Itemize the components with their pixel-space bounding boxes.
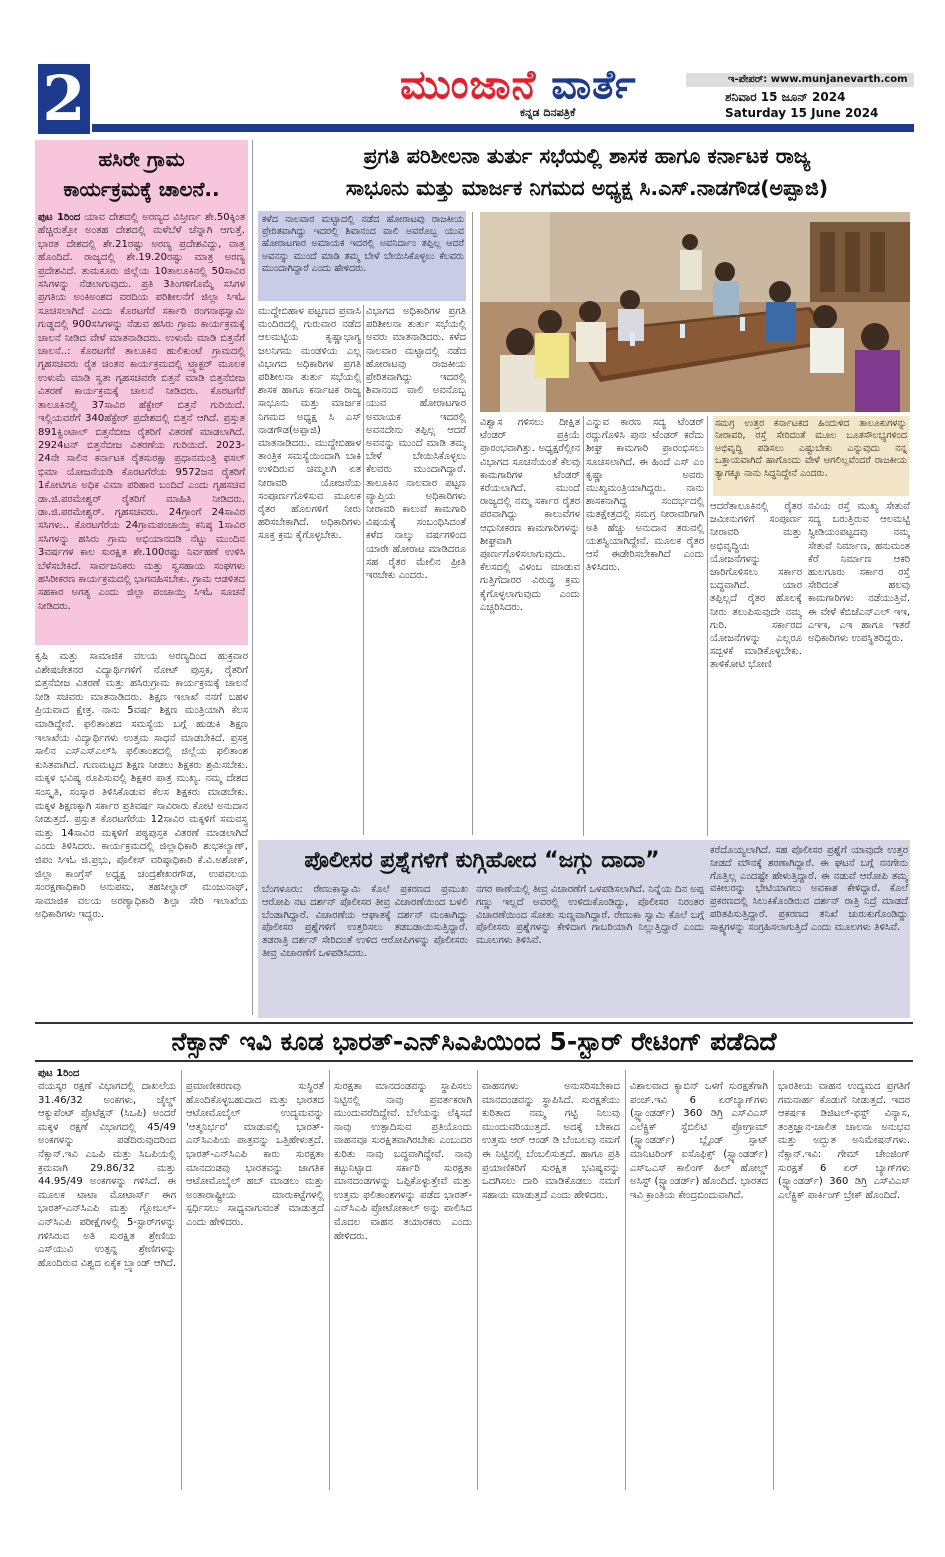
headline-line-1: ಪ್ರಗತಿ ಪರಿಶೀಲನಾ ತುರ್ತು ಸಭೆಯಲ್ಲಿ ಶಾಸಕ ಹಾಗೂ ಕರ್ನಾಟಕ ರಾಜ್ಯ — [363, 144, 811, 168]
epaper-url[interactable]: ಇ-ಪೇಪರ್: www.munjanevarth.com — [686, 73, 914, 87]
meeting-photo-illustration — [480, 212, 910, 412]
police-column-1: ಬೆಂಗಳೂರು: ರೇಣುಕಾಸ್ವಾಮಿ ಕೊಲೆ ಪ್ರಕರಣದ ಪ್ರಮುಖ ಆರೋಪಿ ನಟ ದರ್ಶನ್ ಪೊಲೀಸರ ತೀವ್ರ ವಿಚಾರಣೆಯಿಂದ ಬಳಲಿ ಬೆಂಡಾಗಿದ್ದಾರೆ. ವಿಚಾರಣೆಯ ಆಘಾತಕ್ಕೆ ದರ್ಶನ್ ಮಂಕಾಗಿದ್ದು ಪೊಲೀಸರ ಪ್ರಶ್ನೆಗಳಿಗೆ ಉತ್ತರಿಸಲು ತಡಬಡಾಯಿಸುತ್ತಿದ್ದಾರೆ. ತಡರಾತ್ರಿ ದರ್ಶನ್ ಸೇರಿದಂತೆ ಉಳಿದ ಆರೋಪಿಗಳನ್ನು ಪೊಲೀಸರು ತೀವ್ರ ವಿಚಾರಣೆಗೆ ಒಳಪಡಿಸಿದರು. — [262, 884, 468, 959]
article-dateline: ಪುಟ 1ರಿಂದ — [38, 212, 81, 223]
photo-caption: ಸಮಗ್ರ ಉತ್ತರ ಕರ್ನಾಟಕದ ಹಿಂದುಳಿದ ತಾಲೂಕುಗಳನ್ನು ನೀರಾವರಿ, ರಸ್ತೆ ಸೇರಿದಂತೆ ಮೂಲ ಬೂತಸೌಲಭ್ಯಗಳಿಂದ ಅಭಿವೃದ್ಧಿ ಪಡಿಸಲು ಎಷ್ಟುಬೇಕು ಎನ್ನುವುದು ನನ್ನ ಒತ್ತಾಯವಾಗಿದೆ ಹಾಗೊಂದು ವೇಳೆ ಆಗಲಿಲ್ಲವೆಂದರೆ ರಾಜಕೀಯ ತ್ಯಾಗಕ್ಕೂ ನಾನು ಸಿದ್ಧನಿದ್ದೇನೆ ಎಂದರು. — [715, 418, 907, 479]
column-divider — [583, 416, 584, 836]
column-divider — [472, 212, 473, 835]
nexon-column-6: ಭಾರತೀಯ ವಾಹನ ಉದ್ಯಮದ ಪ್ರಗತಿಗೆ ಗಮನಾರ್ಹ ಕೊಡುಗೆ ನೀಡುತ್ತದೆ. ಇದರ ಆಕರ್ಷಕ ಡಿಜಿಟಲ್-ಫಸ್ಟ್ ವಿನ್ಯಾಸ, ತಂತ್ರಜ್ಞಾನ-ಚಾಲಿತ ಚಾಲನಾ ಅನುಭವ ಮತ್ತು ಅದ್ಭುತ ಅನಿಮೇಷನ್‌ಗಳು. ನೆಕ್ಸಾನ್.ಇವಿ: ಗೇಮ್ ಚೇಂಜಿಂಗ್ ಸುರಕ್ಷತೆ 6 ಏರ್ ಬ್ಯಾಗ್‌ಗಳು (ಸ್ಟ್ಯಾಂಡರ್ಡ್) 360 ಡಿಗ್ರಿ ಎಸ್‌ವಿಎಸ್ ಎಲೆಕ್ಟ್ರಿಕ್ ಪಾರ್ಕಿಂಗ್ ಬ್ರೇಕ್ ಹೊಂದಿದೆ. — [778, 1081, 910, 1201]
column-divider — [625, 1070, 626, 1490]
nexon-column-3: ಸುರಕ್ಷತಾ ಮಾನದಂಡವನ್ನು ಸ್ಥಾಪಿಸಲು ನಿಟ್ಟಿನಲ್ಲಿ ನಾವು ಪ್ರವರ್ತಕರಾಗಿ ಮುಂದುವರೆದಿದ್ದೇವೆ. ಬೆಲೆಯನ್ನು ಲೆಕ್ಕಿಸದೆ ನಾವು ಉತ್ಪಾದಿಸುವ ಪ್ರತಿಯೊಂದು ವಾಹನವೂ ಸುರಕ್ಷಿತವಾಗಿರಬೇಕು ಎಂಬುದರ ಕುರಿತು ನಾವು ಬದ್ಧವಾಗಿದ್ದೇವೆ. ನಾವು ಕಟ್ಟುನಿಟ್ಟಾದ ಸರ್ಕಾರಿ ಸುರಕ್ಷತಾ ಮಾನದಂಡಗಳನ್ನು ಒಪ್ಪಿಕೊಳ್ಳುತ್ತೇವೆ ಮತ್ತು ಉತ್ತಮ ಫಲಿತಾಂಶಗಳನ್ನು ಪಡೆದ ಭಾರತ್-ಎನ್‌ಸಿಎಪಿ ಪ್ರೋಟೋಕಾಲ್ ಅನ್ನು ಪಾಲಿಸಿದ ಮೊದಲ ವಾಹನ ತಯಾರಕರು ಎಂದು ಹೇಳಿದರು. — [334, 1081, 472, 1242]
column-divider — [329, 1070, 330, 1490]
meeting-photo — [480, 212, 910, 412]
nexon-headline: ನೆಕ್ಸಾನ್ ಇವಿ ಕೂಡ ಭಾರತ್-ಎನ್‌ಸಿಎಪಿಯಿಂದ 5-ಸ್ಟಾರ್ ರೇಟಿಂಗ್ ಪಡೆದಿದೆ — [171, 1027, 777, 1056]
issue-date-kannada: ಶನಿವಾರ 15 ಜೂನ್ 2024 — [725, 90, 846, 104]
headline-line-2: ಕಾರ್ಯಕ್ರಮಕ್ಕೆ ಚಾಲನೆ.. — [63, 177, 220, 201]
column-divider — [707, 416, 708, 836]
meeting-column-1: ಮುದ್ದೇಬಿಹಾಳ ಪಟ್ಟಣದ ಪ್ರವಾಸಿ ಮಂದಿರದಲ್ಲಿ ಗುರುವಾರ ನಡೆದ ಆಲಮಟ್ಟಿಯ ಕೃಷ್ಣಾಭಾಗ್ಯ ಜಲನಿಗಮ ಮಂಡಳಿಯ ಎಲ್ಲ ವಿಭಾಗದ ಅಧಿಕಾರಿಗಳ ಪ್ರಗತಿ ಪರಿಶೀಲನಾ ತುರ್ತು ಸಭೆಯಲ್ಲಿ ಶಾಸಕ ಹಾಗೂ ಕರ್ನಾಟಕ ರಾಜ್ಯ ಸಾಭೂನು ಮತ್ತು ಮಾರ್ಜಕ ನಿಗಮದ ಅಧ್ಯಕ್ಷ ಸಿ ಎಸ್ ನಾಡಗೌಡ(ಅಪ್ಪಾಜಿ) ಮಾತನಾಡಿದರು. ಮುದ್ದೇಬಿಹಾಳ ತಾಂತ್ರಿಕ ಸಮಸ್ಯೆಯಿಂದಾಗಿ ಬಾಕಿ ಉಳಿದಿರುವ ಚಿಮ್ಮಲಗಿ ಏತ ನೀರಾವರಿ ಯೋಜನೆಯ ಸಂಪೂರ್ಣಗೊಳಿಸುವ ಮೂಲಕ ರೈತರ ಹೊಲಗಳಿಗೆ ನೀರು ಹರಿಸಬೇಕಾಗಿದೆ. ಅಧಿಕಾರಿಗಳು ಸೂಕ್ತ ಕ್ರಮ ಕೈಗೊಳ್ಳಬೇಕು. — [258, 306, 361, 542]
logo-word-1: ಮುಂಜಾನೆ — [400, 62, 537, 108]
police-column-3: ಕರೆದೊಯ್ಯಲಾಗಿದೆ. ಸಹ ಪೊಲೀಸರ ಪ್ರಶ್ನೆಗೆ ಯಾವುದೇ ಉತ್ತರ ನೀಡದೆ ಮೌನಕ್ಕೆ ಶರಣಾಗಿದ್ದಾರೆ. ಈ ಘಟನೆ ಬಗ್ಗೆ ನನಗೇನು ಗೊತ್ತಿಲ್ಲ ಎಂದಷ್ಟೇ ಹೇಳುತ್ತಿದ್ದಾರೆ. ಈ ನಡುವೆ ಆರೋಪಿ ತಮ್ಮ ವಕೀಲರನ್ನು ಭೇಟಿಯಾಗಲು ಅವಕಾಶ ಕೇಳಿದ್ದಾರೆ. ಕೊಲೆ ಪ್ರಕರಣದಲ್ಲಿ ಸಿಲುಕಿಕೊಂಡಿರುವ ದರ್ಶನ್ ರಾತ್ರಿ ನಿದ್ರೆ ಮಾಡದೆ ಪರಿತಪಿಸುತ್ತಿದ್ದಾರೆ. ಪ್ರಕರಣದ ತನಿಖೆ ಚುರುಕುಗೊಂಡಿದ್ದು ಸಾಕ್ಷ್ಯಗಳನ್ನು ಸಂಗ್ರಹಿಸಲಾಗುತ್ತಿದೆ ಎಂದು ಮೂಲಗಳು ತಿಳಿಸಿವೆ. — [710, 845, 908, 933]
green-village-headline — [38, 144, 245, 204]
meeting-column-4: ಎನ್ನುವ ಕಾರಣ ಸದ್ಯ ಟೆಂಡರ್ ರದ್ದುಗೊಳಿಸಿ ಪುನಃ ಟೆಂಡರ್ ಕರೆದು ಶೀಘ್ರ ಕಾಮಗಾರಿ ಪ್ರಾರಂಭಿಸಲು ಸೂಚಿಸಲಾಗಿದೆ. ಈ ಹಿಂದೆ ಎಸ್ ಎಂ ಕೃಷ್ಣಾ ಅವರು ಮುಖ್ಯಮಂತ್ರಿಯಾಗಿದ್ದರು. ನಾನು ಶಾಸಕನಾಗಿದ್ದ ಸಂದರ್ಭದಲ್ಲಿ ಮತಕ್ಷೇತ್ರದಲ್ಲಿ ಸಮಗ್ರ ನೀರಾವರಿಗಾಗಿ ಅತಿ ಹೆಚ್ಚು ಅನುದಾನ ತರುವಲ್ಲಿ ಯಶಸ್ವಿಯಾಗಿದ್ದೇನೆ. ಮೂಲಕ ರೈತರ ಆಸೆ ಈಡೇರಿಸಬೇಕಾಗಿದೆ ಎಂದು ತಿಳಿಸಿದರು. — [586, 417, 704, 574]
nexon-column-5: ವಿಶಾಲವಾದ ಕ್ಯಾಬಿನ್ ಒಳಗೆ ಸುರಕ್ಷತೆಗಾಗಿ ಪಂಚ್.ಇವಿ 6 ಏರ್‌ಬ್ಯಾಗ್‌ಗಳು (ಸ್ಟ್ಯಾಂಡರ್ಡ್) 360 ಡಿಗ್ರಿ ಎಸ್‌ವಿಎಸ್ ಎಲೆಕ್ಟ್ರಿಕ್ ಸ್ಟೆಬಿಲಿಟಿ ಪ್ರೋಗ್ರಾಮ್ (ಸ್ಟ್ಯಾಂಡರ್ಡ್) ಬ್ಲೈಂಡ್ ಸ್ಪಾಟ್ ಮಾನಿಟರಿಂಗ್ ಐಸೊಫಿಕ್ಸ್ (ಸ್ಟ್ಯಾಂಡರ್ಡ್) ಎಸ್‌ಒಎಸ್ ಕಾಲಿಂಗ್ ಹಿಲ್ ಹೋಲ್ಡ್ ಅಸಿಸ್ಟ್ (ಸ್ಟ್ಯಾಂಡರ್ಡ್) ಹೊಂದಿದೆ. ಭಾರತದ ಇವಿ ಕ್ರಾಂತಿಯ ಕೇಂದ್ರಬಿಂದುವಾಗಿದೆ. — [630, 1081, 768, 1201]
issue-date-english: Saturday 15 June 2024 — [725, 106, 879, 120]
nexon-column-2: ಪ್ರಮಾಣೀಕರಣವು ಸುಸ್ಥಿರತೆ ಹೊಂದಿಕೊಳ್ಳಬಹುದಾದ ಮತ್ತು ಭಾರತದ ಆಟೋಮೊಬೈಲ್ ಉದ್ಯಮವನ್ನು 'ಆತ್ಮನಿರ್ಭರ' ಮಾಡುವಲ್ಲಿ ಭಾರತ್-ಎನ್‌ಸಿಎಪಿಯ ಪಾತ್ರವನ್ನು ಒತ್ತಿಹೇಳುತ್ತದೆ. ಭಾರತ್-ಎನ್‌ಸಿಎಪಿ ಕಾರು ಸುರಕ್ಷತಾ ಮಾನದಂಡವು ಭಾರತವನ್ನು ಜಾಗತಿಕ ಆಟೋಮೊಬೈಲ್ ಹಬ್ ಮಾಡಲು ಮತ್ತು ಅಂತಾರಾಷ್ಟ್ರೀಯ ಮಾರುಕಟ್ಟೆಗಳಲ್ಲಿ ಸ್ಪರ್ಧಿಸಲು ಸಾಧ್ಯವಾಗುವಂತೆ ಮಾಡುತ್ತದೆ ಎಂದು ಹೇಳಿದರು. — [186, 1081, 324, 1228]
column-divider — [252, 140, 253, 1015]
newspaper-logo — [400, 62, 660, 108]
meeting-column-3: ವಿಶ್ವಾಸ ಗಳಿಸಲು ದೀಕ್ಷಿತ ಟೆಂಡರ್ ಪ್ರಕ್ರಿಯೆ ಪ್ರಾರಂಭವಾಗಿತ್ತು. ಅಧ್ಯಕ್ಷರೆಲ್ಲೀನ ವಿಭಾಗದ ಸೂಚನೆಯಂತೆ ಕೆಲವು ಕಾಮಗಾರಿಗಳ ಟೆಂಡರ್ ಕರೆಯಲಾಗಿದೆ. ಮುಂದೆ ರಾಜ್ಯದಲ್ಲಿ ನಮ್ಮ ಸರ್ಕಾರ ರೈತರ ಪರವಾಗಿದ್ದು ಕಾಲುವೆಗಳ ಆಧುನೀಕರಣ ಕಾಮಗಾರಿಗಳನ್ನು ಶೀಘ್ರವಾಗಿ ಪೂರ್ಣಗೊಳಿಸಲಾಗುವುದು. ಕೆಲಸದಲ್ಲಿ ವಿಳಂಬ ಮಾಡುವ ಗುತ್ತಿಗೆದಾರರ ವಿರುದ್ಧ ಕ್ರಮ ಕೈಗೊಳ್ಳಲಾಗುವುದು ಎಂದು ಎಚ್ಚರಿಸಿದರು. — [480, 417, 580, 613]
nexon-column-1: ವಯಸ್ಕರ ರಕ್ಷಣೆ ವಿಭಾಗದಲ್ಲಿ ದಾಖಲೆಯ 31.46/32 ಅಂಕಗಳು, ಚೈಲ್ಡ್ ಆಕ್ಯುಪೆಂಟ್ ಪ್ರೊಟೆಕ್ಷನ್ (ಸಿಒಪಿ) ಅಂದರೆ ಮಕ್ಕಳ ರಕ್ಷಣೆ ವಿಭಾಗದಲ್ಲಿ 45/49 ಅಂಕಗಳನ್ನು ಪಡೆದಿರುವುದರಿಂದ ನೆಕ್ಸಾನ್.ಇವಿ ಎಒಪಿ ಮತ್ತು ಸಿಒಪಿಯಲ್ಲಿ ಕ್ರಮವಾಗಿ 29.86/32 ಮತ್ತು 44.95/49 ಅಂಕಗಳನ್ನು ಗಳಿಸಿದೆ. ಈ ಮೂಲಕ ಟಾಟಾ ಮೋಟಾರ್ಸ್ ಈಗ ಭಾರತ್-ಎನ್‌ಸಿಎಪಿ ಮತ್ತು ಗ್ಲೋಬಲ್-ಎನ್‌ಸಿಎಪಿ ಪರೀಕ್ಷೆಗಳಲ್ಲಿ 5-ಸ್ಟಾರ್‌ಗಳನ್ನು ಗಳಿಸಿರುವ ಅತಿ ಸುರಕ್ಷಿತ ಶ್ರೇಣಿಯ ಎಸ್‌ಯುವಿ ಉತ್ಪನ್ನ ಶ್ರೇಣಿಗಳನ್ನು ಹೊಂದಿರುವ ವಿಶ್ವದ ಏಕೈಕ ಬ್ರ್ಯಾಂಡ್ ಆಗಿದೆ. — [38, 1081, 176, 1269]
paper-tagline: ಕನ್ನಡ ದಿನಪತ್ರಿಕೆ — [520, 106, 576, 119]
column-divider — [477, 1070, 478, 1490]
meeting-headline — [262, 140, 912, 204]
police-column-2: ನಗರ ಠಾಣೆಯಲ್ಲಿ ತೀವ್ರ ವಿಚಾರಣೆಗೆ ಒಳಪಡಿಸಲಾಗಿದೆ. ನಿನ್ನೆಯ ದಿನ ಅಪ್ಪ ಗಣ್ಣು ಇಲ್ಲದೆ ಅವರಲ್ಲಿ ಉಳಿದುಕೊಂಡಿದ್ದು, ಪೊಲೀಸರ ನಿರಂತರ ವಿಚಾರಣೆಯಿಂದ ಸೋತು ಸುಣ್ಣವಾಗಿದ್ದಾರೆ. ರೇಣುಕಾ ಸ್ವಾಮಿ ಕೊಲೆ ಬಗ್ಗೆ ಪೊಲೀಸರು ಪ್ರಶ್ನೆಗಳನ್ನು ಕೇಳಿದಾಗ ಗಾಬರಿಯಾಗಿ ನಿಲ್ಲುತ್ತಿದ್ದಾರೆ ಎಂದು ಮೂಲಗಳು ತಿಳಿಸಿವೆ. — [476, 884, 704, 947]
article-text: ಯಾವ ದೇಶದಲ್ಲಿ ಅರಣ್ಯದ ವಿಸ್ತೀರ್ಣ ಶೇ.50ಕ್ಕಿಂತ ಹೆಚ್ಚಿರುತ್ತೋ ಅಂತಹ ದೇಶದಲ್ಲಿ ಮಳೆಬೆಳೆ ಚೆನ್ನಾಗಿ ಆಗುತ್ತೆ. ಭಾರತ ದೇಶದಲ್ಲಿ ಶೇ.21ರಷ್ಟು ಅರಣ್ಯ ಪ್ರದೇಶವಿದ್ದು, ವಾತ್ತ ಹೊಂದಿದೆ. ರಾಜ್ಯದಲ್ಲಿ ಶೇ.19.20ರಷ್ಟು ಮಾತ್ರ ಅರಣ್ಯ ಪ್ರದೇಶವಿದೆ. ತುಮಕೂರು ಜಿಲ್ಲೆಯ 10ತಾಲೂಕಿನಲ್ಲಿ 50ಸಾವಿರ ಸಸಿಗಳನ್ನು ನೆಡಲಾಗುವುದು. ಪ್ರತಿ 3ತಿಂಗಳಿಗೊಮ್ಮೆ ಸಸಿಗಳ ಪ್ರಗತಿಯ ಅಂಕಿಅಂಶದ ವರದಿಯ ಪರಿಶೀಲನೆಗೆ ಜಿಲ್ಲಾ ಸಿಇಓ ಸೂಚಿಸಲಾಗಿದೆ ಎಂದು ಕೊರಟಗೆರೆ ಸರ್ಕಾರಿ ರಂಗನಾಥಸ್ವಾಮಿ ಗುಡ್ಡದಲ್ಲಿ 900ಸಸಿಗಳನ್ನು ನೆಡುವ ಹಸಿರು ಗ್ರಾಮ ಕಾರ್ಯಕ್ರಮಕ್ಕೆ ಚಾಲನೆ ನೀಡಿದ ವೇಳೆ ಮಾತನಾಡಿದರು. ಉಳುಮೆ ಮಾಡಿ ಬಿತ್ತನೆಗೆ ಚಾಲನೆ..: ಕೊರಟಗೆರೆ ತಾಲೂಕಿನ ಹುಲಿಕುಂಟೆ ಗ್ರಾಮದಲ್ಲಿ ಗೃಹಸಚಿವರು ರೈತ ಚಿಂತನ ಕಾರ್ಯಕ್ರಮದಲ್ಲಿ ಟ್ರ್ಯಾಕ್ಟರ್ ಮೂಲಕ ಉಳುಮೆ ಮಾಡಿ ಸ್ವತಃ ಗೃಹಸಚಿವರೇ ಬಿತ್ತನೆ ಮಾಡಿ ಬಿತ್ತನೆಬೀಜ ವಿತರಣೆ ಕಾರ್ಯಕ್ರಮಕ್ಕೆ ಚಾಲನೆ ನೀಡಿದರು. ಕೊರಟಗೆರೆ ತಾಲೂಕಿನಲ್ಲಿ 37ಸಾವಿರ ಹೆಕ್ಟೇರ್ ಬಿತ್ತನೆ ಗುರಿಯಿದೆ. ಇಲ್ಲಿಯವರೆಗೆ 340ಹೆಕ್ಟೇರ್ ಪ್ರದೇಶದಲ್ಲಿ ಬಿತ್ತನೆ ಆಗಿದೆ. ಪ್ರಸ್ತುತ 891ಕ್ವಿಂಟಾಲ್ ಬಿತ್ತನೆಬೀಜ ರೈತರಿಗೆ ವಿತರಣೆ ಮಾಡಲಾಗಿದೆ. 2924ಟನ್ ಬಿತ್ತನೆಬೀಜ ವಿತರಣೆಯ ಗುರಿಯಿದೆ. 2023-24ನೇ ಸಾಲಿನ ಕರ್ನಾಟಕ ರೈತಸುರಕ್ಷಾ ಪ್ರಧಾನಮಂತ್ರಿ ಫಸಲ್ ಭಿಮಾ ಯೋಜನೆಯಡಿ ಕೊರಟಗೆರೆಯ 9572ಜನ ರೈತರಿಗೆ 1ಕೋಟಿಗೂ ಅಧಿಕ ವಿಮಾ ಪರಿಹಾರ ಬಂದಿದೆ ಎಂದು ಗೃಹಸಚಿವ ಡಾ.ಜಿ.ಪರಮೇಶ್ವರ್ ರೈತರಿಗೆ ಮಾಹಿತಿ ನೀಡಿದರು. ಡಾ.ಜಿ.ಪರಮೇಶ್ವರ್. ಗೃಹಸಚಿವರು. 24ಗ್ರಾಂಗೆ 24ಸಾವಿರ ಸಸಿಗಳು.. ಕೊರಟಗೆರೆಯ 24ಗ್ರಾಮಪಂಚಾಯ್ತಿ ಕನಿಷ್ಠ 1ಸಾವಿರ ಸಸಿಗಳನ್ನು ಹಸಿರು ಗ್ರಾಮ ಅಭಿಯಾನದಡಿ ನೆಟ್ಟು ಮುಂದಿನ 3ವರ್ಷಗಳ ಕಾಲ ಸುರಕ್ಷಿತ ಶೇ.100ರಷ್ಟು ನಿರ್ವಹಣೆ ಉಳಿಸಿ ಬೆಳೆಸಬೇಕಿದೆ. ಸಾರ್ವಜನಿಕರು ಮತ್ತು ಸ್ವಸಹಾಯ ಸಂಘಗಳು ಹಸಿರೀಕರಣ ಕಾರ್ಯಕ್ರಮದಲ್ಲಿ ಭಾಗವಹಿಸಬೇಕು. ಗ್ರಾಮ ಆಡಳಿತದ ಸಹಕಾರ ಅಗತ್ಯ ಎಂದು ಜಿಲ್ಲಾ ಪಂಚಾಯ್ತಿ ಸಿಇಓ ಸೂಚನೆ ನೀಡಿದರು. — [38, 212, 245, 612]
meeting-column-6: ನವಿಯ ರಸ್ತೆ ಮುಖ್ಯ ಸೇತುವೆ ಸದ್ಯ ಬರುತ್ತಿರುವ ಆಲಮಟ್ಟಿ ಸ್ವೀಡಿಯಂಪಟ್ಟದವು ನಮ್ಮ ಸೇತುವೆ ನಿರ್ಮಾಣ, ಹನುಮಂತ ಕೆರೆ ನಿರ್ಮಾಣ ಆಕರಿ ಹುಲಗೂರು ಸರ್ಕಾರ ರಸ್ತೆ ಸೇರಿದಂತೆ ಹಲವು ಕಾಮಗಾರಿಗಳು ನಡೆಯುತ್ತಿವೆ. ಈ ವೇಳೆ ಕೆಬಿಜೆಎನ್‌ಎಲ್ ಇಇ, ಎಇಇ, ಎಇ ಹಾಗೂ ಇತರೆ ಅಧಿಕಾರಿಗಳು ಉಪಸ್ಥಿತರಿದ್ದರು. — [808, 501, 910, 645]
police-headline: ಪೊಲೀಸರ ಪ್ರಶ್ನೆಗಳಿಗೆ ಕುಗ್ಗಿಹೋದ “ಜಗ್ಗು ದಾದಾ” — [304, 848, 660, 873]
meeting-column-5: ಆದರೆತಾಲೂಕಿನಲ್ಲಿ ರೈತರ ಜಮೀನುಗಳಿಗೆ ಸಂಪೂರ್ಣ ನೀರಾವರಿ ಮತ್ತು ಅಭಿವೃದ್ಧಿಯ ಯೋಜನೆಗಳನ್ನು ಜಾರಿಗೊಳಿಸಲು ಸರ್ಕಾರ ಬದ್ಧವಾಗಿದೆ. ಯಾರ ತಪ್ಪಿಲ್ಲದೆ ರೈತರ ಹೊಲಕ್ಕೆ ನೀರು ತಲುಪಿಸುವುದೇ ನಮ್ಮ ಗುರಿ. ಸರ್ಕಾರದ ಯೋಜನೆಗಳನ್ನು ಎಲ್ಲರೂ ಸದ್ಬಳಕೆ ಮಾಡಿಕೊಳ್ಳಬೇಕು. ತಾಳಿಕೋಟಿ ಭೋಣಿ — [710, 501, 802, 671]
logo-word-2: ವಾರ್ತೆ — [551, 62, 637, 108]
page-number: 2 — [38, 64, 90, 134]
column-divider — [363, 305, 364, 835]
meeting-column-2: ವಿಭಾಗದ ಅಧಿಕಾರಿಗಳ ಪ್ರಗತಿ ಪರಿಶೀಲನಾ ತುರ್ತು ಸಭೆಯಲ್ಲಿ ಅವರು ಮಾತನಾಡಿದರು. ಕಳೆದ ನಾಲವಾರ ಮಟ್ಟಾದಲ್ಲಿ ನಡೆದ ಹೋರಾಟವು ರಾಜಕೀಯ ಪ್ರೇರಿತವಾಗಿದ್ದು ಇದರಲ್ಲಿ ಶಿವಾನಂದ ವಾಲಿ ಅವನೊಬ್ಬ ಯುವ ಹೋರಾಟಗಾರ ಅಮಾಯಕ ಇದರಲ್ಲಿ ಅವನದೇನು ತಪ್ಪಿಲ್ಲ ಆದರೆ ಅವನನ್ನು ಮುಂದೆ ಮಾಡಿ ತಮ್ಮ ಬೇಳೆ ಬೇಯಿಸಿಕೊಳ್ಳಲು ಕೆಲವರು ಮುಂದಾಗಿದ್ದಾರೆ. ತಾಲೂಕಿನ ನಾಲವಾರ ಪಟ್ಟಣ ವ್ಯಾಪ್ತಿಯ ಅಧಿಕಾರಿಗಳು ನೀರಾವರಿ ಕಾಲುವೆ ಕಾಮಗಾರಿ ವಿಷಯಕ್ಕೆ ಸಂಬಂಧಿಸಿದಂತೆ ಕಳೆದ ನಾಲ್ಕು ವರ್ಷಗಳಿಂದ ಯಾರೇ ಹೋರಾಟ ಮಾಡಿದರೂ ಸಹ ರೈತರ ಮೇಲಿನ ಪ್ರೀತಿ ಇರಬೇಕು ಎಂದರು. — [366, 306, 466, 582]
masthead-rule — [92, 124, 914, 132]
education-article-body: ಕೃಷಿ ಮತ್ತು ಸಾಮಾಜಿಕ ವಲಯ ಅರಣ್ಯದಿಂದ ಹುಕ್ರವಾರ ವಿಶೇಷಚೇತನರ ವಿದ್ಯಾರ್ಥಿಗಳಿಗೆ ನೋಟ್ ಪುಸ್ತಕ, ರೈತರಿಗೆ ಬಿತ್ತನೆಬೀಜ ವಿತರಣೆ ಮತ್ತು ಹಸಿರುಗ್ರಾಮ ಕಾರ್ಯಕ್ರಮಕ್ಕೆ ಚಾಲನೆ ನೀಡಿ ಸಚಿವರು ಮಾತನಾಡಿದರು. ಶಿಕ್ಷಣ ಇಲಾಖೆ ನನಗೆ ಬಹಳ ಪ್ರಿಯವಾದ ಕ್ಷೇತ್ರ. ನಾನು 5ವರ್ಷ ಶಿಕ್ಷಣ ಮಂತ್ರಿಯಾಗಿ ಕೆಲಸ ಮಾಡಿದ್ದೇನೆ. ಫಲಿತಾಂಶದ ಸಮಸ್ಯೆಯ ಬಗ್ಗೆ ಹುಡುಕಿ ಶಿಕ್ಷಣ ಇಲಾಖೆಯ ವಿದ್ಯಾರ್ಥಿಗಳು ಉತ್ತಮ ಸಾಧನೆ ಮಾಡಬೇಕಿದೆ. ಪ್ರಸಕ್ತ ಸಾಲಿನ ಎಸ್ಎಸ್ಎಲ್‌ಸಿ ಫಲಿತಾಂಶದಲ್ಲಿ ಜಿಲ್ಲೆಯ ಫಲಿತಾಂಶ ಕುಸಿತವಾಗಿದೆ. ಗುಣಮಟ್ಟದ ಶಿಕ್ಷಣ ನೀಡಲು ಶಿಕ್ಷಕರು ಶ್ರಮಿಸಬೇಕು. ಮಕ್ಕಳ ಭವಿಷ್ಯ ರೂಪಿಸುವಲ್ಲಿ ಶಿಕ್ಷಕರ ಪಾತ್ರ ಮುಖ್ಯ. ನಮ್ಮ ದೇಶದ ಸಂಸ್ಕೃತಿ, ಸಂಸ್ಕಾರ ತಿಳಿಸಿಕೊಡುವ ಕೆಲಸ ಶಿಕ್ಷಕರು ಮಾಡಬೇಕು. ಮಕ್ಕಳ ಶಿಕ್ಷಣಕ್ಕಾಗಿ ಸರ್ಕಾರ ಪ್ರತಿವರ್ಷ ಸಾವಿರಾರು ಕೋಟಿ ಅನುದಾನ ನೀಡುತ್ತದೆ. ಪ್ರಸ್ತುತ ಕೊರಟಗೆರೆಯ 12ಸಾವಿರ ಮಕ್ಕಳಿಗೆ ಸಮವಸ್ತ್ರ ಮತ್ತು 14ಸಾವಿರ ಮಕ್ಕಳಿಗೆ ಪಠ್ಯಪುಸ್ತಕ ವಿತರಣೆ ಮಾಡಲಾಗಿದೆ ಎಂದು ತಿಳಿಸಿದರು. ಕಾರ್ಯಕ್ರಮದಲ್ಲಿ ಜಿಲ್ಲಾಧಿಕಾರಿ ಶುಭಕಲ್ಯಾಣ್, ಜಿಪಂ ಸಿಇಓ ಜಿ.ಪ್ರಭು, ಪೊಲೀಸ್ ವರಿಷ್ಠಾಧಿಕಾರಿ ಕೆ.ವಿ.ಅಶೋಕ್, ಜಿಲ್ಲಾ ಕಾಂಗ್ರೆಸ್ ಅಧ್ಯಕ್ಷ ಚಂದ್ರಶೇಖರಗೌಡ, ಉಪವಲಯ ಸಂರಕ್ಷಣಾಧಿಕಾರಿ ಅನುಪಮ, ತಹಸೀಲ್ದಾರ್ ಮಂಜುನಾಥ್, ಸಾಮಾಜಿಕ ವಲಯ ಅರಣ್ಯಾಧಿಕಾರಿ ಶಿಲ್ಪಾ ಸೇರಿ ಇಲಾಖೆಯ ಅಧಿಕಾರಿಗಳು ಇದ್ದರು. — [35, 651, 248, 921]
green-village-body — [38, 211, 245, 641]
column-divider — [773, 1070, 774, 1490]
nexon-column-4: ವಾಹನಗಳು ಅನುಸರಿಸಬೇಕಾದ ಮಾನದಂಡವನ್ನು ಸ್ಥಾಪಿಸಿದೆ. ಸುರಕ್ಷತೆಯು ಕುರಿತಾದ ನಮ್ಮ ಗಟ್ಟಿ ನಿಲುವು ಮುಂದುವರಿಯುತ್ತದೆ. ಅದಕ್ಕೆ ಬೇಕಾದ ಉತ್ತಮ ಆರ್ ಆಂಡ್ ಡಿ ಬೆಂಬಲವು ನಮಗೆ ಈ ನಿಟ್ಟಿನಲ್ಲಿ ಬೆಂಬಲಿಸುತ್ತದೆ. ಹಾಗೂ ಪ್ರತಿ ಪ್ರಯಾಣಿಕರಿಗೆ ಸುರಕ್ಷಿತ ಭವಿಷ್ಯವನ್ನು ಒದಗಿಸಲು ದಾರಿ ಮಾಡಿಕೊಡಲು ನಮಗೆ ಸಹಾಯ ಮಾಡುತ್ತದೆ ಎಂದು ಹೇಳಿದರು. — [482, 1081, 620, 1201]
article-dateline: ಪುಟ 1ರಿಂದ — [38, 1068, 80, 1079]
headline-line-1: ಹಸಿರೇ ಗ್ರಾಮ — [98, 147, 185, 171]
column-divider — [181, 1070, 182, 1490]
headline-line-2: ಸಾಭೂನು ಮತ್ತು ಮಾರ್ಜಕ ನಿಗಮದ ಅಧ್ಯಕ್ಷ ಸಿ.ಎಸ್.ನಾಡಗೌಡ(ಅಪ್ಪಾಜಿ) — [345, 176, 829, 200]
intro-text: ಕಳೆದ ನಾಲವಾರ ಮಟ್ಟಾದಲ್ಲಿ ನಡೆದ ಹೋರಾಟವು ರಾಜಕೀಯ ಪ್ರೇರಿತವಾಗಿದ್ದು ಇದರಲ್ಲಿ ಶಿವಾನಂದ ವಾಲಿ ಅವರೊಬ್ಬ ಯುವ ಹೋರಾಟಗಾರ ಅಮಾಯಕ ಇದರಲ್ಲಿ ಅವನಿರ್ದಾಂ ತಪ್ಪಿಲ್ಲ ಆದರೆ ಅವನನ್ನು ಮುಂದೆ ಮಾಡಿ ತಮ್ಮ ಬೇಳೆ ಬೇಯಿಸಿಕೊಳ್ಳಲು ಕೆಲವರು ಮುಂದಾಗಿದ್ದಾರೆ ಎಂದು ಹೇಳಿದರು. — [262, 214, 464, 274]
